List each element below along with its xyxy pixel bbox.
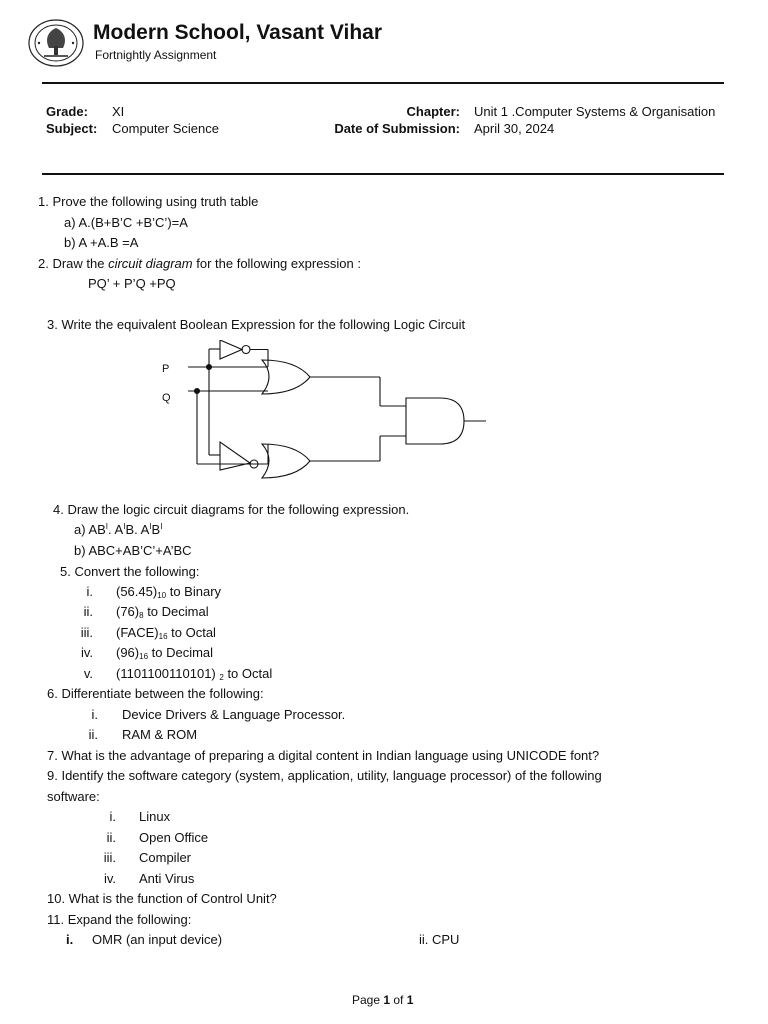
q5-item-num: iii. [80, 625, 93, 640]
q9-item-num: i. [109, 809, 116, 824]
q5-item-sub: 16 [139, 652, 149, 661]
logic-circuit [150, 340, 510, 490]
grade-value: XI [112, 104, 125, 119]
chapter-label: Chapter: [406, 104, 460, 119]
q5-item-post: to Binary [166, 584, 222, 599]
chapter-value: Unit 1 .Computer Systems & Organisation [474, 104, 716, 119]
q9-title-line1: 9. Identify the software category (system, application, utility, language processor) of the following [47, 768, 602, 783]
q6-title: 6. Differentiate between the following: [47, 686, 264, 701]
school-name: Modern School, Vasant Vihar [93, 21, 383, 44]
q7-title: 7. What is the advantage of preparing a digital content in Indian language using UNICODE font? [47, 748, 600, 763]
q5-title: 5. Convert the following: [60, 564, 200, 579]
q5-item-num: ii. [83, 604, 93, 619]
q6-item-num: i. [91, 707, 98, 722]
q5-item [116, 584, 221, 600]
q9-item-num: ii. [106, 830, 116, 845]
subject-value: Computer Science [112, 121, 219, 136]
q5-item-pre: (FACE) [116, 625, 159, 640]
q1-title: 1. Prove the following using truth table [38, 194, 259, 209]
q5-item-pre: (56.45) [116, 584, 158, 599]
grade-label: Grade: [46, 104, 88, 119]
submission-label: Date of Submission: [334, 121, 460, 136]
q9-item-text: Open Office [139, 830, 209, 845]
q5-item-num: v. [83, 666, 93, 681]
q9-title-line2: software: [47, 789, 100, 804]
q2-title [38, 256, 361, 271]
q11-ii: ii. CPU [419, 932, 460, 947]
q9-item-text: Compiler [139, 850, 192, 865]
school-logo [27, 18, 85, 68]
q2-title-post: for the following expression : [192, 256, 361, 271]
page-pre: Page [352, 993, 384, 1007]
page-current: 1 [383, 993, 391, 1007]
q5-item-sub: 10 [157, 591, 167, 600]
page-mid: of [390, 993, 407, 1007]
q6-item-num: ii. [88, 727, 98, 742]
subject-label: Subject: [46, 121, 98, 136]
q5-item-post: to Decimal [148, 645, 214, 660]
q5-item [116, 604, 209, 620]
q6-item-text: Device Drivers & Language Processor. [122, 707, 346, 722]
q5-item-sub: 16 [158, 632, 168, 641]
q4-part-b: b) ABC+AB’C’+A’BC [74, 543, 192, 558]
q11-i-num: i. [66, 932, 74, 947]
q4-title: 4. Draw the logic circuit diagrams for the following expression. [53, 502, 410, 517]
q9-item-num: iii. [103, 850, 116, 865]
q5-item-sub: 8 [139, 611, 144, 620]
q5-item-pre: (76) [116, 604, 140, 619]
q1-part-b: b) A +A.B =A [64, 235, 139, 250]
q4-a-sup1: I [105, 522, 109, 531]
label-p: P [162, 363, 170, 375]
q5-item-num: i. [86, 584, 93, 599]
q4-a-2: . A [108, 522, 124, 537]
q3-title: 3. Write the equivalent Boolean Expression for the following Logic Circuit [47, 317, 466, 332]
q5-item-post: to Decimal [143, 604, 209, 619]
q5-item [116, 666, 272, 682]
q5-item-num: iv. [80, 645, 93, 660]
q2-expression: PQ’ + P’Q +PQ [88, 276, 176, 291]
q9-item-text: Anti Virus [139, 871, 195, 886]
page-total: 1 [406, 993, 414, 1007]
q9-item-text: Linux [139, 809, 171, 824]
q4-a-4: B [151, 522, 161, 537]
q9-item-num: iv. [103, 871, 116, 886]
top-rule [42, 82, 724, 84]
q2-title-pre: 2. Draw the [38, 256, 109, 271]
q4-a-sup3: I [149, 522, 152, 531]
bottom-rule [42, 173, 724, 175]
q5-item-pre: (1101100110101) [116, 666, 220, 681]
q4-a-1: a) AB [74, 522, 106, 537]
q4-a-sup4: I [160, 522, 163, 531]
q5-item-post: to Octal [167, 625, 216, 640]
q2-title-em: circuit diagram [108, 256, 193, 271]
q1-part-a: a) A.(B+B’C +B’C’)=A [64, 215, 188, 230]
q4-a-sup2: I [123, 522, 126, 531]
label-q: Q [162, 392, 171, 404]
assignment-type: Fortnightly Assignment [95, 48, 217, 62]
q6-item-text: RAM & ROM [122, 727, 198, 742]
q11-title: 11. Expand the following: [47, 912, 192, 927]
q4-part-a [74, 522, 162, 537]
q5-item-sub: 2 [219, 673, 224, 682]
q5-item-post: to Octal [223, 666, 273, 681]
q4-a-3: B. A [125, 522, 150, 537]
page-number [352, 993, 413, 1007]
q11-i-text: OMR (an input device) [92, 932, 223, 947]
submission-value: April 30, 2024 [474, 121, 555, 136]
q5-item-pre: (96) [116, 645, 140, 660]
q10-title: 10. What is the function of Control Unit? [47, 891, 277, 906]
q5-item [116, 645, 213, 661]
q5-item [116, 625, 216, 641]
